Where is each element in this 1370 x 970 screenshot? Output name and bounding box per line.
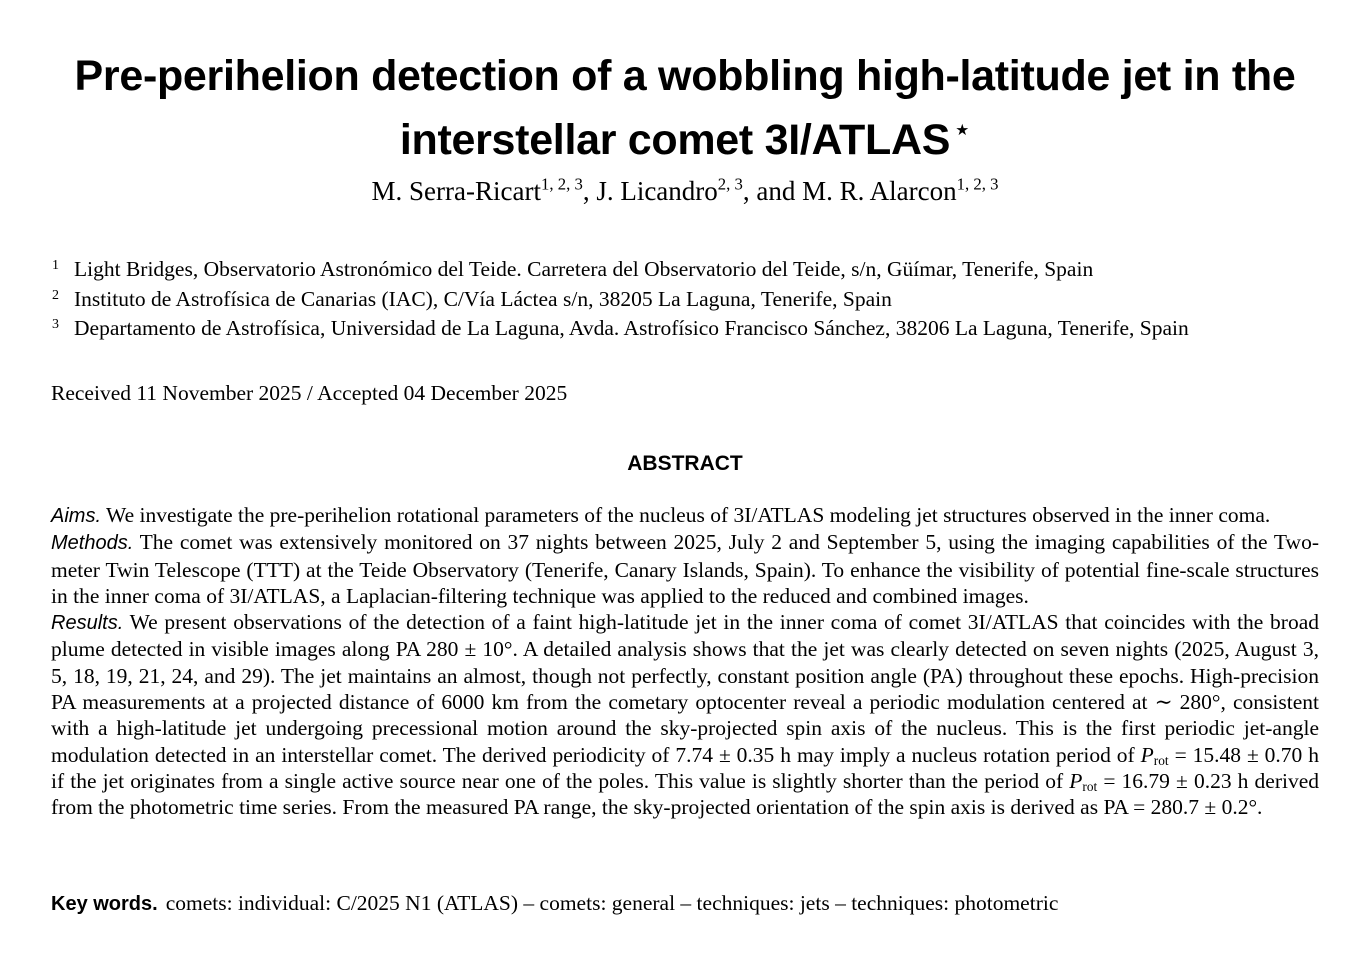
abstract-body (51, 502, 1319, 821)
affiliation-item: 1 Light Bridges, Observatorio Astronómico del Teide. Carretera del Observatorio del Teide, s/n, Güímar, Tenerife, Spain (52, 257, 1094, 281)
title-footnote-star: ⋆ (954, 114, 971, 144)
keywords (51, 889, 1319, 918)
author: M. R. Alarcon$^{1, 2, 3}$ (802, 174, 999, 206)
author-list: M. Serra-Ricart$^{1, 2, 3}$, J. Licandro$^{2, 3}$, and M. R. Alarcon$^{1, 2, 3}$ (371, 174, 999, 206)
rotation-period-symbol: $P_{rot}$ (1069, 768, 1098, 794)
abstract-heading: ABSTRACT (627, 452, 743, 475)
author-affiliation-marks: 2, 3 (717, 174, 743, 194)
author-affiliation-marks: 1, 2, 3 (540, 174, 583, 194)
keywords-text: comets: individual: C/2025 N1 (ATLAS) – comets: general – techniques: jets – techniques: photometric (165, 891, 1059, 915)
author-affiliation-marks: 1, 2, 3 (956, 174, 999, 194)
author: M. Serra-Ricart$^{1, 2, 3}$ (371, 174, 583, 206)
abstract-aims: Aims. We investigate the pre-perihelion rotational parameters of the nucleus of 3I/ATLAS modeling jet structures observed in the inner coma. (51, 503, 1271, 527)
abstract-methods: Methods. The comet was extensively monitored on 37 nights between 2025, July 2 and September 5, using the imaging capabilities of the Two-meter Twin Telescope (TTT) at the Teide Observatory (Tenerife, Canary Islands, Spain). To enhance the visibility of potential fine-scale structures in the inner coma of 3I/ATLAS, a Laplacian-filtering technique was applied to the reduced and combined images. (51, 530, 1319, 608)
paper-title-text: Pre-perihelion detection of a wobbling high-latitude jet in the interstellar comet 3I/ATLAS (74, 52, 1296, 164)
author: J. Licandro$^{2, 3}$ (596, 174, 743, 206)
affiliation-list (52, 253, 1342, 342)
affiliation-item: 3 Departamento de Astrofísica, Universidad de La Laguna, Avda. Astrofísico Francisco Sánchez, 38206 La Laguna, Tenerife, Spain (52, 316, 1189, 340)
paper-title (40, 50, 1330, 167)
affiliation-item: 2 Instituto de Astrofísica de Canarias (IAC), C/Vía Láctea s/n, 38205 La Laguna, Tenerife, Spain (52, 286, 892, 311)
abstract-results: Results. We present observations of the detection of a faint high-latitude jet in the inner coma of comet 3I/ATLAS that coincides with the broad plume detected in visible images along PA 280 ± 10°. A detailed analysis shows that the jet was clearly detected on seven nights (2025, August 3, 5, 18, 19, 21, 24, and 29). The jet maintains an almost, though not perfectly, constant position angle (PA) throughout these epochs. High-precision PA measurements at a projected distance of 6000 km from the cometary optocenter reveal a periodic modulation centered at ∼ 280°, consistent with a high-latitude jet undergoing precessional motion around the sky-projected spin axis of the nucleus. This is the first periodic jet-angle modulation detected in an interstellar comet. The derived periodicity of 7.74 ± 0.35 h may imply a nucleus rotation period of $P_{rot} = 15.48 \pm 0.70$ h if the jet originates from a single active source near one of the poles. This value is slightly shorter than the period of $P_{rot} = 16.79 \pm 0.23$ h derived from the photometric time series. From the measured PA range, the sky-projected orientation of the spin axis is derived as PA = 280.7 ± 0.2°. (51, 610, 1320, 820)
keywords-label: Key words. (51, 893, 158, 915)
rotation-period-symbol: $P_{rot}$ (1140, 742, 1169, 768)
received-accepted-dates: Received 11 November 2025 / Accepted 04 December 2025 (51, 381, 568, 405)
